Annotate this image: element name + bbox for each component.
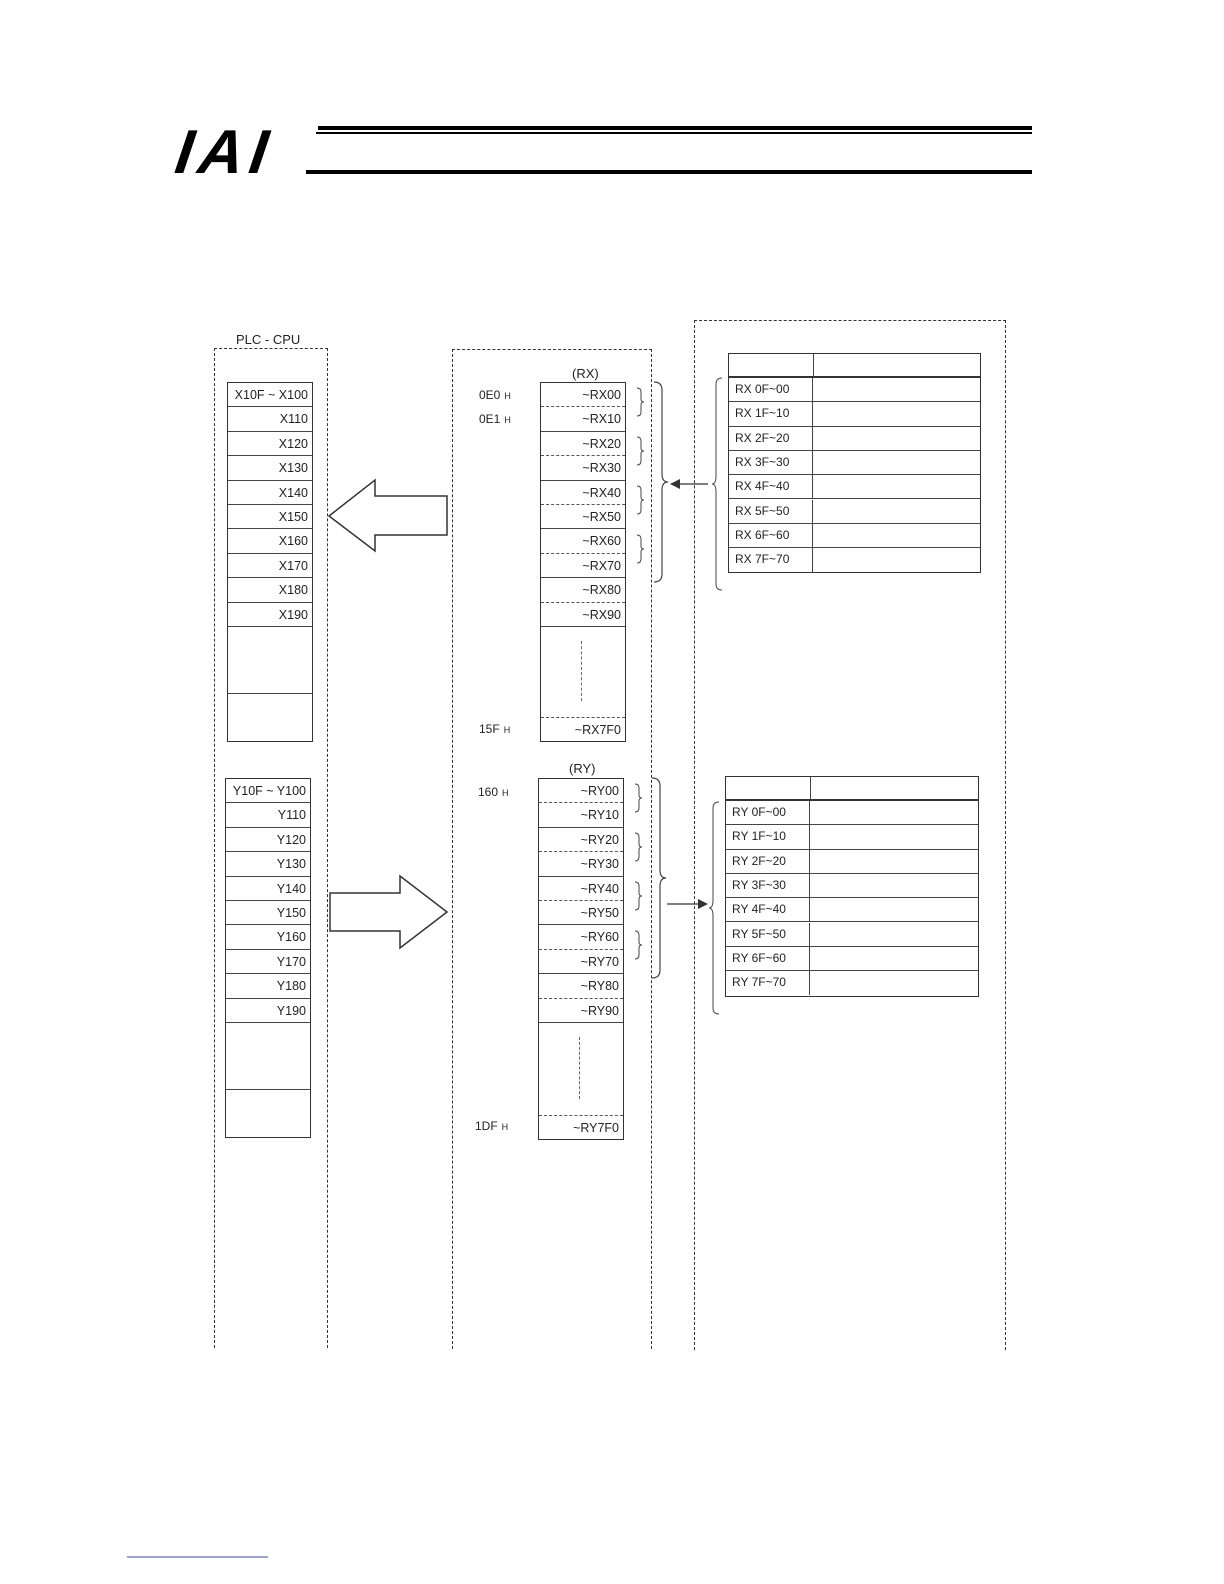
plc-x-cell: X110 (228, 407, 312, 431)
ry-buffer-cell: ~RY10 (539, 803, 623, 827)
plc-y-cell: Y130 (226, 852, 310, 876)
rx-addr-first-value: 0E0 (479, 388, 501, 402)
rx-buffer-title: (RX) (572, 366, 599, 381)
plc-cpu-title: PLC - CPU (236, 332, 301, 347)
ry-buffer-cell: ~RY40 (539, 877, 623, 901)
rx-buffer-cell: ~RX70 (541, 554, 625, 578)
rx-buffer-cell: ~RX00 (541, 383, 625, 407)
ry-addr-last-value: 1DF (475, 1119, 498, 1133)
plc-y-cell: Y190 (226, 999, 310, 1023)
remote-rx-row-label: RX 6F~60 (729, 524, 813, 547)
plc-x-cell: X10F ~ X100 (228, 383, 312, 407)
rx-buffer-cell: ~RX40 (541, 481, 625, 505)
plc-x-cell: X180 (228, 578, 312, 602)
rx-buffer-cell: ~RX30 (541, 456, 625, 480)
rx-pair-brace (637, 388, 644, 416)
remote-ry-row-label: RY 3F~30 (726, 874, 810, 897)
rx-buffer-cell: ~RX20 (541, 432, 625, 456)
remote-rx-row-label: RX 4F~40 (729, 475, 813, 498)
remote-ry-row-label: RY 1F~10 (726, 825, 810, 848)
rx-addr-second-value: 0E1 (479, 412, 501, 426)
plc-y-cell: Y160 (226, 925, 310, 949)
ry-buffer-cell: ~RY00 (539, 779, 623, 803)
remote-ry-row-label: RY 0F~00 (726, 801, 810, 824)
ry-pair-brace (635, 833, 642, 861)
plc-y-cell: Y170 (226, 950, 310, 974)
rx-addr-last-value: 15F (479, 722, 500, 736)
remote-ry-row-label: RY 2F~20 (726, 850, 810, 873)
rx-pair-brace (637, 437, 644, 465)
ry-addr-first-value: 160 (478, 785, 499, 799)
addr-suffix: H (504, 391, 511, 401)
rx-group-brace (654, 382, 668, 582)
remote-rx-row-label: RX 0F~00 (729, 378, 813, 401)
plc-y-cell: Y120 (226, 828, 310, 852)
plc-y-cell: Y180 (226, 974, 310, 998)
iai-logo: IAI (171, 118, 279, 187)
ry-group-brace (652, 778, 666, 978)
plc-x-cell: X170 (228, 554, 312, 578)
remote-rx-brace (712, 378, 722, 590)
remote-ry-row-label: RY 7F~70 (726, 971, 810, 995)
plc-y-cell: Y10F ~ Y100 (226, 779, 310, 803)
remote-ry-row-label: RY 6F~60 (726, 947, 810, 970)
ry-buffer-title: (RY) (569, 761, 596, 776)
ry-buffer-cell: ~RY30 (539, 852, 623, 876)
plc-x-cell: X120 (228, 432, 312, 456)
ry-buffer-cell: ~RY70 (539, 950, 623, 974)
addr-suffix: H (502, 788, 509, 798)
ry-buffer-cell: ~RY50 (539, 901, 623, 925)
rx-buffer-cell: ~RX10 (541, 407, 625, 431)
ry-buffer-cell: ~RY90 (539, 999, 623, 1023)
rx-buffer-cell: ~RX80 (541, 578, 625, 602)
big-arrow-left (329, 480, 447, 551)
ry-pair-brace (635, 931, 642, 959)
rx-pair-brace (637, 486, 644, 514)
plc-x-cell: X160 (228, 529, 312, 553)
addr-suffix: H (504, 415, 511, 425)
ry-buffer-cell: ~RY20 (539, 828, 623, 852)
rx-buffer-cell: ~RX90 (541, 603, 625, 627)
big-arrow-right (330, 876, 447, 948)
remote-ry-row-label: RY 5F~50 (726, 923, 810, 946)
remote-rx-row-label: RX 7F~70 (729, 548, 813, 572)
plc-x-cell: X140 (228, 481, 312, 505)
remote-ry-row-label: RY 4F~40 (726, 898, 810, 921)
remote-rx-row-label: RX 5F~50 (729, 500, 813, 523)
rx-pair-brace (637, 535, 644, 563)
rx-small-arrowhead (670, 479, 680, 489)
plc-y-cell: Y150 (226, 901, 310, 925)
ry-buffer-cell: ~RY80 (539, 974, 623, 998)
rx-buffer-cell: ~RX50 (541, 505, 625, 529)
plc-y-cell: Y110 (226, 803, 310, 827)
plc-x-cell: X150 (228, 505, 312, 529)
ry-buffer-cell: ~RY60 (539, 925, 623, 949)
remote-rx-row-label: RX 2F~20 (729, 427, 813, 450)
ry-buffer-last-cell: ~RY7F0 (539, 1115, 623, 1139)
addr-suffix: H (503, 725, 511, 735)
ry-small-arrowhead (698, 899, 708, 909)
plc-x-cell: X130 (228, 456, 312, 480)
remote-rx-row-label: RX 1F~10 (729, 402, 813, 425)
plc-x-cell: X190 (228, 603, 312, 627)
ry-pair-brace (635, 882, 642, 910)
remote-rx-row-label: RX 3F~30 (729, 451, 813, 474)
plc-y-cell: Y140 (226, 877, 310, 901)
remote-ry-brace (709, 802, 719, 1014)
ry-pair-brace (635, 784, 642, 812)
addr-suffix: H (501, 1122, 509, 1132)
rx-buffer-cell: ~RX60 (541, 529, 625, 553)
rx-buffer-last-cell: ~RX7F0 (541, 717, 625, 741)
